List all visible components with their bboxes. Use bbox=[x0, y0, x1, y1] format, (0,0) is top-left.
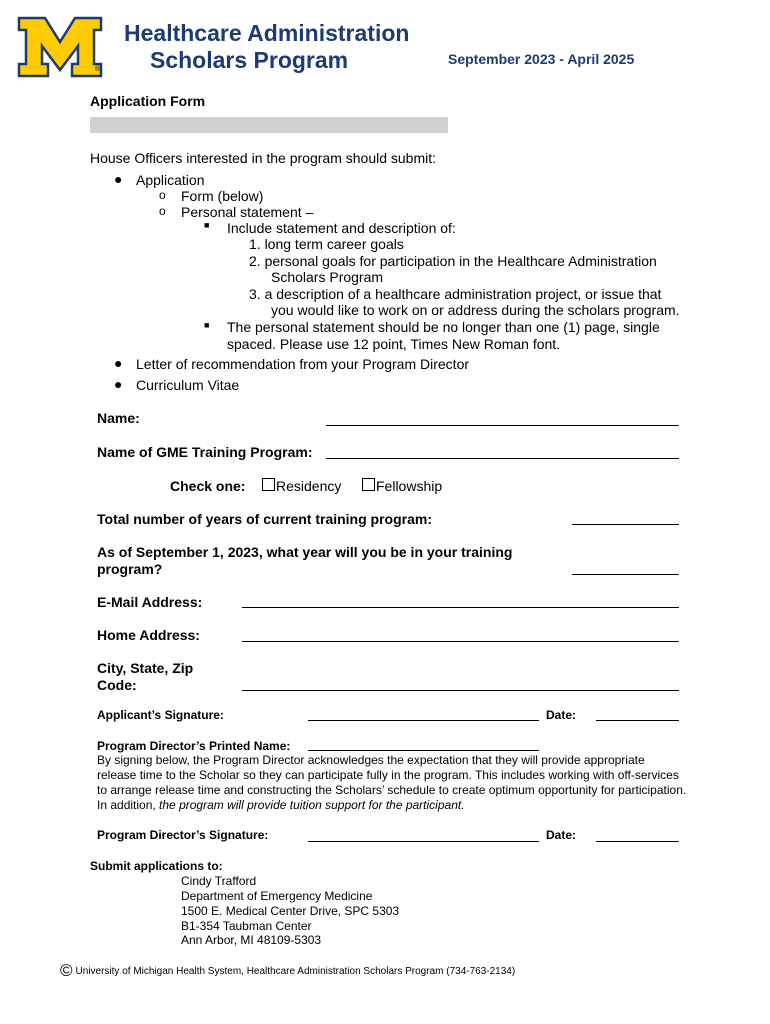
pd-printed-name-line[interactable] bbox=[308, 750, 539, 751]
city-label-line-1: City, State, Zip bbox=[97, 660, 194, 676]
program-title-line-2: Scholars Program bbox=[150, 47, 349, 73]
bullet-dot: ● bbox=[114, 171, 123, 187]
pd-paragraph-text: By signing below, the Program Director acknowledges the expectation that they will provide appropriate release time to the Scholar so they can participate fully in the program. This includes working with off-services to arrange release time and constructing the Scholars’ schedule to create optimum opportunity for participation. In addition, bbox=[97, 753, 687, 812]
home-address-input-line[interactable] bbox=[242, 641, 679, 642]
list-item-3: 3. a description of a healthcare administration project, or issue that bbox=[249, 286, 662, 302]
pd-signature-line[interactable] bbox=[308, 841, 539, 842]
year-input-line[interactable] bbox=[572, 574, 679, 575]
residency-label: Residency bbox=[276, 478, 342, 494]
date-input-line-2[interactable] bbox=[596, 841, 679, 842]
program-title-line-1: Healthcare Administration bbox=[124, 20, 410, 46]
bullet-cv: Curriculum Vitae bbox=[136, 377, 240, 393]
university-logo bbox=[17, 16, 103, 78]
submit-heading: Submit applications to: bbox=[90, 859, 223, 873]
registered-mark: ® bbox=[95, 66, 101, 73]
bullet-dot: ● bbox=[114, 355, 123, 371]
gme-input-line[interactable] bbox=[326, 458, 679, 459]
gray-bar bbox=[90, 117, 448, 133]
residency-checkbox[interactable] bbox=[262, 478, 275, 491]
email-label: E-Mail Address: bbox=[97, 594, 203, 610]
sub-bullet-form: Form (below) bbox=[181, 188, 264, 204]
total-years-label: Total number of years of current training program: bbox=[97, 511, 433, 527]
square-bullet: ■ bbox=[204, 220, 210, 230]
contact-name: Cindy Trafford bbox=[181, 874, 257, 888]
fellowship-label: Fellowship bbox=[376, 478, 443, 494]
year-question-line-1: As of September 1, 2023, what year will you be in your training bbox=[97, 544, 513, 560]
list-item-1: 1. long term career goals bbox=[249, 236, 404, 252]
check-one-label: Check one: bbox=[170, 478, 246, 494]
year-question-line-2: program? bbox=[97, 561, 163, 577]
list-item-2-cont: Scholars Program bbox=[271, 269, 384, 285]
copyright-icon: © bbox=[60, 961, 73, 980]
footer-text: University of Michigan Health System, Healthcare Administration Scholars Program (734-763-2134) bbox=[75, 966, 516, 977]
fellowship-checkbox[interactable] bbox=[362, 478, 375, 491]
include-text: Include statement and description of: bbox=[227, 220, 456, 236]
contact-building: B1-354 Taubman Center bbox=[181, 919, 312, 933]
footer bbox=[60, 961, 515, 981]
name-input-line[interactable] bbox=[326, 425, 679, 426]
length-note-cont: spaced. Please use 12 point, Times New Roman font. bbox=[227, 336, 561, 352]
applicant-signature-label: Applicant’s Signature: bbox=[97, 708, 224, 722]
pd-paragraph-italic: the program will provide tuition support for the participant. bbox=[159, 798, 465, 812]
home-address-label: Home Address: bbox=[97, 627, 200, 643]
contact-department: Department of Emergency Medicine bbox=[181, 889, 373, 903]
city-label-line-2: Code: bbox=[97, 677, 137, 693]
intro-text: House Officers interested in the program should submit: bbox=[90, 150, 437, 166]
bullet-dot: ● bbox=[114, 376, 123, 392]
list-item-3-cont: you would like to work on or address during the scholars program. bbox=[271, 302, 680, 318]
total-years-input-line[interactable] bbox=[572, 524, 679, 525]
bullet-application: Application bbox=[136, 172, 205, 188]
contact-street: 1500 E. Medical Center Drive, SPC 5303 bbox=[181, 904, 400, 918]
city-input-line[interactable] bbox=[242, 690, 679, 691]
bullet-letter: Letter of recommendation from your Program Director bbox=[136, 356, 470, 372]
sub-bullet-statement: Personal statement – bbox=[181, 204, 314, 220]
form-title: Application Form bbox=[90, 93, 206, 109]
length-note: The personal statement should be no longer than one (1) page, single bbox=[227, 319, 660, 335]
date-input-line[interactable] bbox=[596, 720, 679, 721]
pd-printed-name-label: Program Director’s Printed Name: bbox=[97, 739, 291, 753]
sub-bullet-circle: o bbox=[159, 204, 166, 218]
gme-label: Name of GME Training Program: bbox=[97, 444, 313, 460]
contact-city: Ann Arbor, MI 48109-5303 bbox=[181, 933, 322, 947]
applicant-signature-line[interactable] bbox=[308, 720, 539, 721]
sub-bullet-circle: o bbox=[159, 188, 166, 202]
date-label: Date: bbox=[546, 708, 577, 722]
pd-acknowledgement-paragraph bbox=[97, 753, 687, 813]
email-input-line[interactable] bbox=[242, 607, 679, 608]
list-item-2: 2. personal goals for participation in the Healthcare Administration bbox=[249, 253, 657, 269]
square-bullet: ■ bbox=[204, 320, 210, 330]
program-dates: September 2023 - April 2025 bbox=[448, 51, 635, 67]
pd-signature-label: Program Director’s Signature: bbox=[97, 828, 269, 842]
date-label-2: Date: bbox=[546, 828, 577, 842]
name-label: Name: bbox=[97, 410, 140, 426]
